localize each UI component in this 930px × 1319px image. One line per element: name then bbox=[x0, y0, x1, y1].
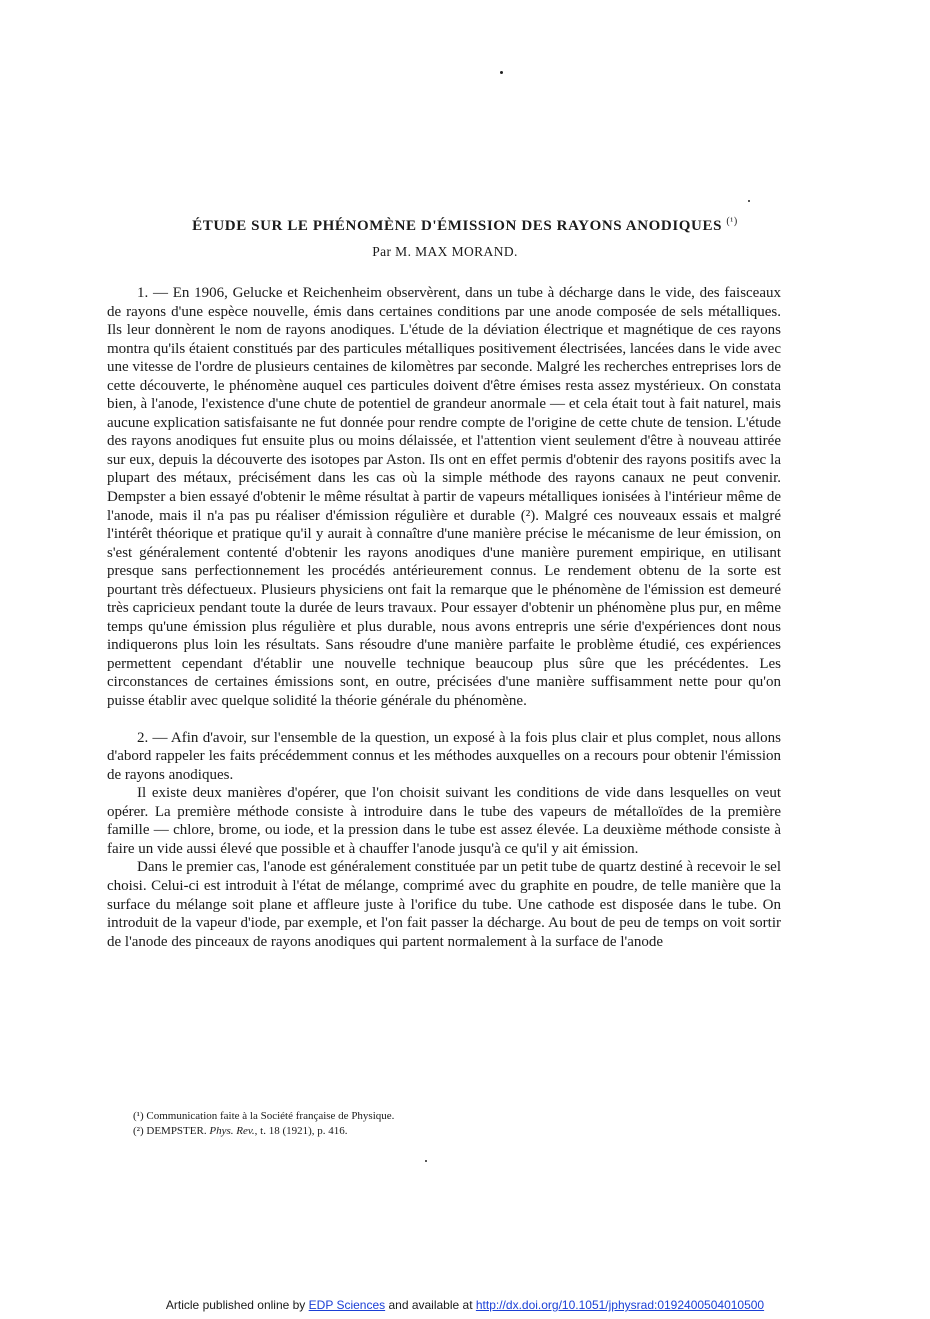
article-title bbox=[0, 216, 930, 235]
footnote-2-author: (²) DEMPSTER. bbox=[133, 1125, 210, 1137]
paragraph-methods: Il existe deux manières d'opérer, que l'on choisit suivant les conditions de vide dans lesquelles on veut opérer. La première méthode consiste à introduire dans le tube des vapeurs de métalloïdes de la première famille — chlore, brome, ou iode, et la pression dans le tube est assez élevée. La deuxième méthode consiste à faire un vide aussi élevé que possible et à chauffer l'anode jusqu'à ce qu'il y ait émission. bbox=[107, 785, 781, 857]
title-footnote-mark: (¹) bbox=[726, 216, 738, 227]
footnote-2-ref: , t. 18 (1921), p. 416. bbox=[254, 1125, 348, 1137]
author-line: Par M. MAX MORAND. bbox=[372, 244, 518, 259]
scan-speck bbox=[500, 71, 503, 74]
doi-link[interactable]: http://dx.doi.org/10.1051/jphysrad:0192400504010500 bbox=[475, 1298, 765, 1312]
footnote-2 bbox=[133, 1124, 773, 1139]
edp-sciences-link[interactable]: EDP Sciences bbox=[308, 1298, 386, 1312]
article-body bbox=[107, 284, 781, 951]
paragraph-section-1: 1. — En 1906, Gelucke et Reichenheim observèrent, dans un tube à décharge dans le vide, des faisceaux de rayons d'une espèce nouvelle, émis dans certaines conditions par une anode composée de sels métalliques. Ils leur donnèrent le nom de rayons anodiques. L'étude de la déviation électrique et magnétique de ces rayons montra qu'ils étaient constitués par des particules métalliques positivement électrisées, lancées dans le vide avec une vitesse de l'ordre de plusieurs centaines de kilomètres par seconde. Malgré les recherches entreprises lors de cette découverte, le phénomène auquel ces particules doivent d'être émises resta assez mystérieux. On constata bien, à l'anode, l'existence d'une chute de potentiel de grandeur anormale — et cela était tout à fait naturel, mais aucune explication satisfaisante ne fut donnée pour rendre compte de l'origine de cette chute de tension. L'étude des rayons anodiques fut ensuite plus ou moins délaissée, et l'attention vient seulement d'être à nouveau attirée sur eux, depuis la découverte des isotopes par Aston. Ils ont en effet permis d'obtenir des rayons positifs avec la plupart des métaux, précisément dans les cas où la simple méthode des rayons canaux ne peut convenir. Dempster a bien essayé d'obtenir le même résultat à partir de vapeurs métalliques ionisées à l'intérieur même de l'anode, mais il n'a pas pu réaliser d'émission régulière et durable (²). Malgré ces nouveaux essais et malgré l'intérêt théorique et pratique qu'il y aurait à connaître d'une manière précise le mécanisme de leur émission, on s'est généralement contenté d'obtenir les rayons anodiques d'une manière purement empirique, en utilisant presque sans perfectionnement les procédés antérieurement connus. Le rendement obtenu de la sorte est pourtant très défectueux. Plusieurs physiciens ont fait la remarque que le phénomène de l'émission est demeuré très capricieux pendant toute la durée de leurs travaux. Pour essayer d'obtenir un phénomène plus pur, en même temps qu'une émission plus régulière et plus durable, nous avons entrepris une série d'expériences dont nous indiquerons plus loin les résultats. Sans résoudre d'une manière parfaite le problème étudié, ces expériences permettent cependant d'établir une nouvelle technique beaucoup plus sûre que les précédentes. Les circonstances de certaines émissions sont, en outre, précisées d'une manière suffisamment nette pour qu'on puisse établir avec quelque solidité la théorie générale du phénomène. bbox=[107, 285, 781, 710]
footer-text-1: Article published online by bbox=[165, 1298, 309, 1312]
footnote-2-journal: Phys. Rev. bbox=[209, 1125, 255, 1137]
publisher-footer bbox=[0, 1298, 930, 1312]
paragraph-section-2: 2. — Afin d'avoir, sur l'ensemble de la question, un exposé à la fois plus clair et plus complet, nous allons d'abord rappeler les faits précédemment connus et les méthodes auxquelles on a recours pour obtenir l'émission de rayons anodiques. bbox=[107, 729, 781, 783]
scan-speck bbox=[748, 200, 750, 202]
paragraph-first-case: Dans le premier cas, l'anode est généralement constituée par un petit tube de quartz destiné à recevoir le sel choisi. Celui-ci est introduit à l'état de mélange, comprimé avec du graphite en poudre, de telle manière que la surface du mélange soit plane et affleure juste à l'orifice du tube. Une cathode est disposée dans le tube. On introduit de la vapeur d'iode, par exemple, et l'on fait passer la décharge. Au bout de peu de temps on voit sortir de l'anode des pinceaux de rayons anodiques qui partent normalement à la surface de l'anode bbox=[107, 859, 781, 950]
footnotes bbox=[133, 1109, 773, 1139]
title-text: ÉTUDE SUR LE PHÉNOMÈNE D'ÉMISSION DES RAYONS ANODIQUES bbox=[192, 218, 723, 234]
scan-speck bbox=[425, 1160, 427, 1162]
footnote-1: (¹) Communication faite à la Société française de Physique. bbox=[133, 1110, 395, 1122]
footer-text-2: and available at bbox=[385, 1298, 476, 1312]
